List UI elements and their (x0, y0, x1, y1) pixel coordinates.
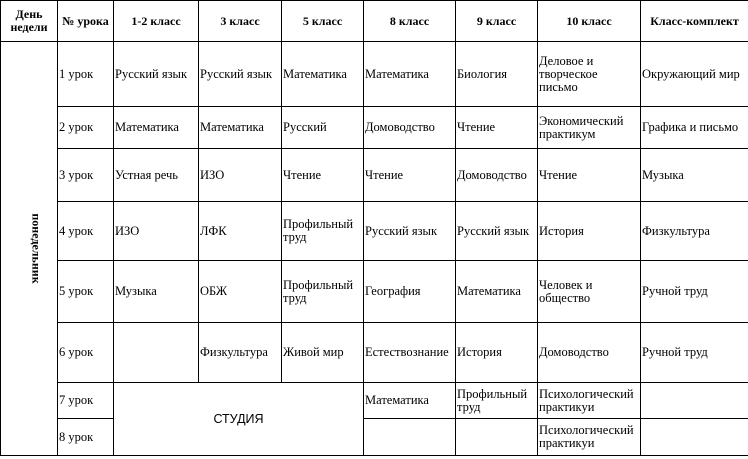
header-row (1, 1, 748, 42)
subject-cell: Музыка (114, 261, 199, 323)
header-day: День недели (1, 1, 58, 42)
lesson-number: 2 урок (58, 107, 114, 149)
subject-cell: Деловое и творческое письмо (538, 42, 641, 107)
subject-cell: Профильный труд (456, 383, 538, 419)
subject-cell: Живой мир (282, 323, 364, 383)
subject-cell: Физкультура (199, 323, 282, 383)
table-row (1, 202, 748, 261)
table-row (1, 149, 748, 202)
subject-cell: Математика (114, 107, 199, 149)
subject-cell: Устная речь (114, 149, 199, 202)
lesson-number: 4 урок (58, 202, 114, 261)
subject-cell: Физкультура (641, 202, 748, 261)
table-row (1, 383, 748, 419)
subject-cell: Математика (282, 42, 364, 107)
subject-cell: Ручной труд (641, 261, 748, 323)
subject-cell (641, 419, 748, 456)
header-class-complex: Класс-комплект (641, 1, 748, 42)
subject-cell: Психологический практикуи (538, 383, 641, 419)
table-row (1, 42, 748, 107)
subject-cell: Музыка (641, 149, 748, 202)
table-row (1, 261, 748, 323)
day-cell (1, 42, 58, 456)
header-class-8: 8 класс (364, 1, 456, 42)
subject-cell: Биология (456, 42, 538, 107)
subject-cell: Чтение (538, 149, 641, 202)
subject-cell: Русский язык (199, 42, 282, 107)
subject-cell: Профильный труд (282, 261, 364, 323)
subject-cell (641, 383, 748, 419)
subject-cell: Математика (364, 383, 456, 419)
subject-cell: Окружающий мир (641, 42, 748, 107)
subject-cell: Чтение (456, 107, 538, 149)
lesson-number: 3 урок (58, 149, 114, 202)
subject-cell: ИЗО (114, 202, 199, 261)
subject-cell: Домоводство (538, 323, 641, 383)
subject-cell: Домоводство (456, 149, 538, 202)
subject-cell: Чтение (364, 149, 456, 202)
subject-cell: Чтение (282, 149, 364, 202)
subject-cell: ИЗО (199, 149, 282, 202)
subject-cell: Математика (199, 107, 282, 149)
table-row (1, 419, 748, 456)
header-class-5: 5 класс (282, 1, 364, 42)
lesson-number: 8 урок (58, 419, 114, 456)
header-class-3: 3 класс (199, 1, 282, 42)
studio-cell: СТУДИЯ (114, 383, 364, 456)
lesson-number: 6 урок (58, 323, 114, 383)
subject-cell: Ручной труд (641, 323, 748, 383)
subject-cell: Математика (456, 261, 538, 323)
lesson-number: 5 урок (58, 261, 114, 323)
subject-cell: География (364, 261, 456, 323)
subject-cell: Домоводство (364, 107, 456, 149)
subject-cell: Графика и письмо (641, 107, 748, 149)
lesson-number: 1 урок (58, 42, 114, 107)
subject-cell: Русский (282, 107, 364, 149)
subject-cell: ОБЖ (199, 261, 282, 323)
table-row (1, 323, 748, 383)
header-lesson-no: № урока (58, 1, 114, 42)
subject-cell: История (538, 202, 641, 261)
subject-cell: Русский язык (456, 202, 538, 261)
subject-cell: Экономический практикум (538, 107, 641, 149)
day-name: понедельник (29, 213, 44, 284)
subject-cell: Русский язык (114, 42, 199, 107)
subject-cell: Психологический практикуи (538, 419, 641, 456)
subject-cell: История (456, 323, 538, 383)
subject-cell (456, 419, 538, 456)
header-class-10: 10 класс (538, 1, 641, 42)
subject-cell: Естествознание (364, 323, 456, 383)
header-class-1-2: 1-2 класс (114, 1, 199, 42)
lesson-number: 7 урок (58, 383, 114, 419)
table-row (1, 107, 748, 149)
subject-cell (114, 323, 199, 383)
subject-cell: Русский язык (364, 202, 456, 261)
subject-cell: ЛФК (199, 202, 282, 261)
subject-cell: Математика (364, 42, 456, 107)
subject-cell: Профильный труд (282, 202, 364, 261)
subject-cell (364, 419, 456, 456)
header-class-9: 9 класс (456, 1, 538, 42)
subject-cell: Человек и общество (538, 261, 641, 323)
